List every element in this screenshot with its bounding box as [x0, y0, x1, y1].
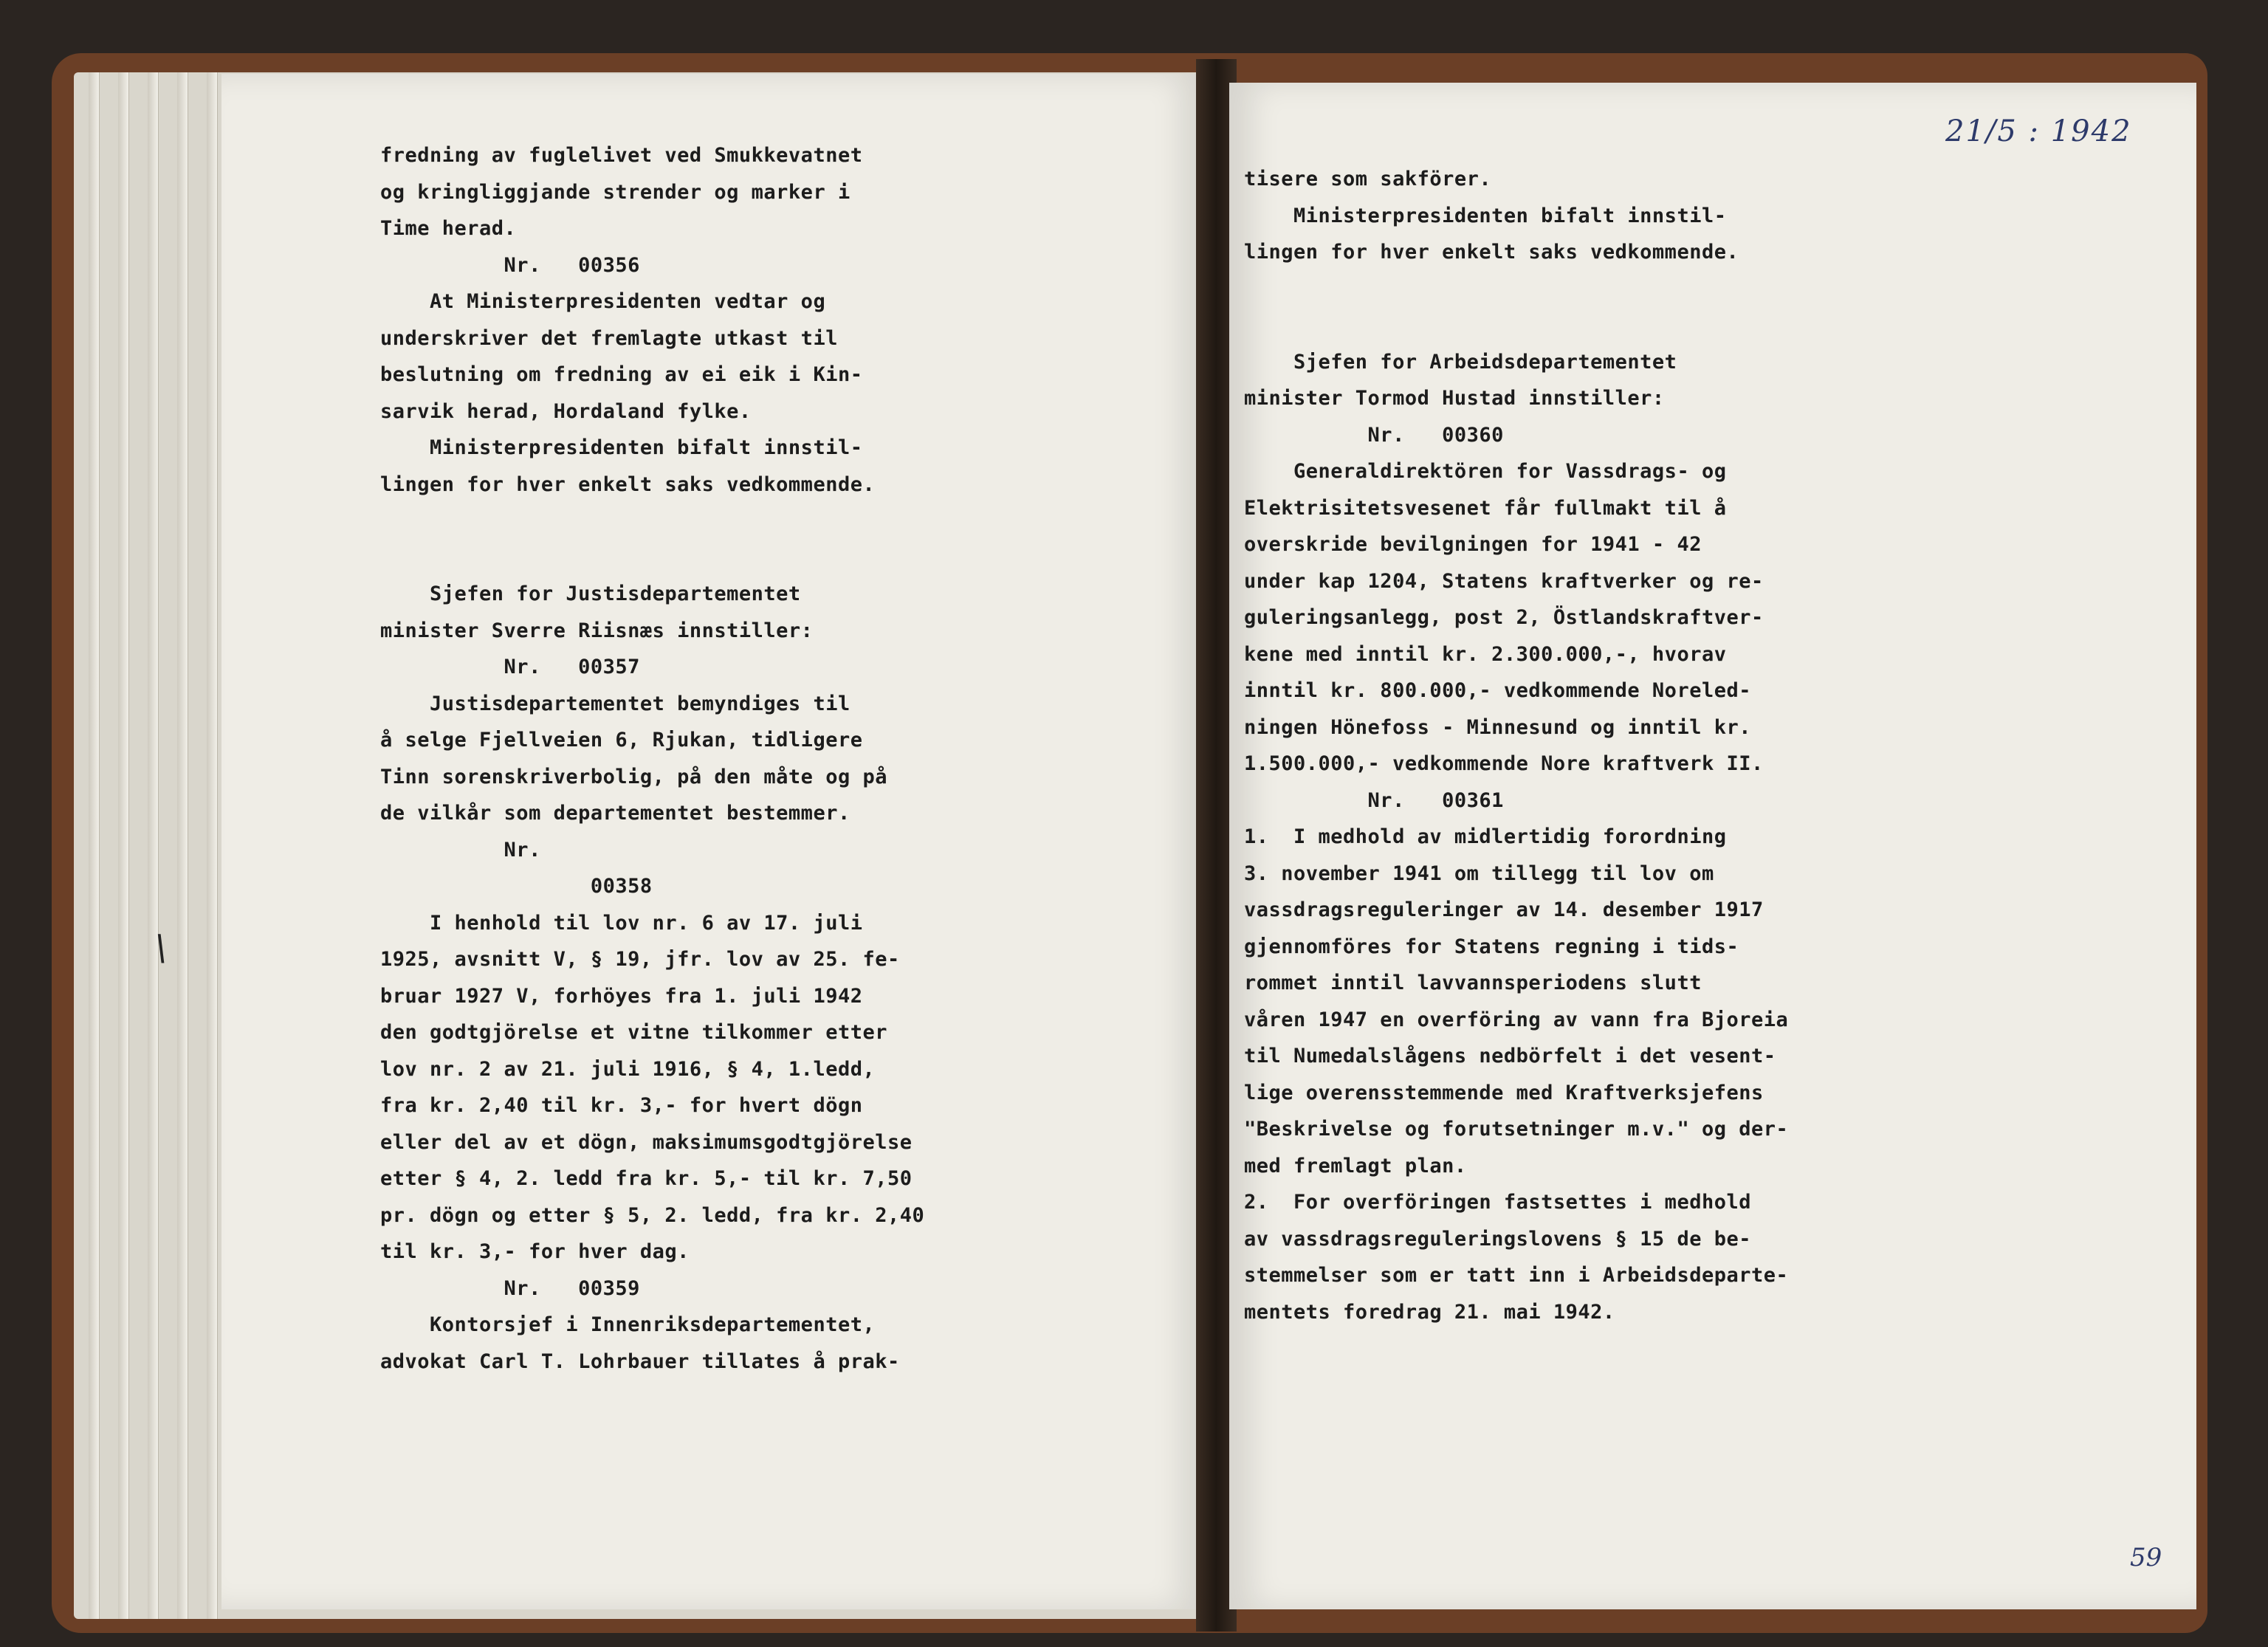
text-line: 1925, avsnitt V, § 19, jfr. lov av 25. fe- [380, 948, 900, 971]
text-line: Kontorsjef i Innenriksdepartementet, [380, 1313, 876, 1336]
text-line: Tinn sorenskriverbolig, på den måte og på [380, 765, 887, 788]
text-line [380, 540, 924, 577]
text-line: ningen Hönefoss - Minnesund og inntil kr. [1244, 715, 1751, 739]
text-line: fra kr. 2,40 til kr. 3,- for hvert dögn [380, 1094, 863, 1117]
text-line: sarvik herad, Hordaland fylke. [380, 399, 752, 423]
text-line: 2. For overföringen fastsettes i medhold [1244, 1191, 1751, 1214]
text-line: 3. november 1941 om tillegg til lov om [1244, 862, 1714, 885]
text-line: Ministerpresidenten bifalt innstil- [1244, 204, 1727, 227]
text-line: tisere som sakförer. [1244, 168, 1492, 190]
text-line: inntil kr. 800.000,- vedkommende Noreled- [1244, 679, 1751, 702]
text-line: Sjefen for Justisdepartementet [380, 582, 801, 605]
page-edge [207, 72, 218, 1619]
text-line: stemmelser som er tatt inn i Arbeidsdeparte- [1244, 1264, 1789, 1287]
text-line: lige overensstemmende med Kraftverksjefens [1244, 1081, 1764, 1104]
handwritten-page-number: 59 [2130, 1543, 2162, 1572]
text-line: 1.500.000,- vedkommende Nore kraftverk II. [1244, 752, 1764, 775]
text-line [1244, 271, 1788, 308]
text-line: bruar 1927 V, forhöyes fra 1. juli 1942 [380, 984, 863, 1008]
page-edge [89, 72, 100, 1619]
text-line: våren 1947 en overföring av vann fra Bjoreia [1244, 1008, 1789, 1031]
text-line: til Numedalslågens nedbörfelt i det vesent- [1244, 1045, 1776, 1067]
text-line: eller del av et dögn, maksimumsgodtgjörelse [380, 1130, 913, 1154]
text-line: mentets foredrag 21. mai 1942. [1244, 1300, 1615, 1324]
page-edge [177, 72, 188, 1619]
text-line: 00358 [380, 875, 653, 898]
text-line: Nr. 00359 [380, 1276, 640, 1300]
text-line: minister Tormod Hustad innstiller: [1244, 387, 1665, 410]
page-edge [148, 72, 159, 1619]
text-line: overskride bevilgningen for 1941 - 42 [1244, 533, 1702, 556]
text-line: underskriver det fremlagte utkast til [380, 326, 838, 350]
text-line: Justisdepartementet bemyndiges til [380, 692, 850, 715]
text-line: under kap 1204, Statens kraftverker og re- [1244, 569, 1764, 593]
text-line: pr. dögn og etter § 5, 2. ledd, fra kr. 2,40 [380, 1203, 925, 1227]
text-line: vassdragsreguleringer av 14. desember 1917 [1244, 898, 1764, 921]
text-line: gjennomföres for Statens regning i tids- [1244, 935, 1739, 958]
text-line: advokat Carl T. Lohrbauer tillates å prak- [380, 1349, 900, 1373]
text-line: Sjefen for Arbeidsdepartementet [1244, 350, 1677, 374]
text-line: beslutning om fredning av ei eik i Kin- [380, 363, 863, 386]
text-line: rommet inntil lavvannsperiodens slutt [1244, 972, 1702, 994]
text-line: Nr. [380, 838, 541, 862]
text-line: At Ministerpresidenten vedtar og [380, 290, 826, 313]
text-line: lingen for hver enkelt saks vedkommende. [380, 472, 876, 496]
text-line: lingen for hver enkelt saks vedkommende. [1244, 241, 1739, 264]
handwritten-date: 21/5 : 1942 [1945, 114, 2132, 148]
text-line: I henhold til lov nr. 6 av 17. juli [380, 911, 863, 935]
text-line: kene med inntil kr. 2.300.000,-, hvorav [1244, 642, 1727, 666]
text-line: Nr. 00357 [380, 656, 640, 678]
right-page-text [1244, 161, 1788, 1330]
text-line: lov nr. 2 av 21. juli 1916, § 4, 1.ledd, [380, 1057, 876, 1081]
text-line: Elektrisitetsvesenet får fullmakt til å [1244, 496, 1727, 520]
margin-mark: \ [155, 927, 168, 969]
page-edge [118, 72, 129, 1619]
text-line: Generaldirektören for Vassdrags- og [1244, 460, 1727, 483]
text-line: de vilkår som departementet bestemmer. [380, 802, 850, 825]
text-line: "Beskrivelse og forutsetninger m.v." og der- [1244, 1118, 1789, 1141]
text-line: og kringliggjande strender og marker i [380, 180, 850, 204]
text-line: etter § 4, 2. ledd fra kr. 5,- til kr. 7,50 [380, 1167, 913, 1190]
text-line [380, 503, 924, 540]
text-line: Nr. 00360 [1244, 423, 1504, 447]
text-line: Nr. 00356 [380, 253, 640, 277]
text-line: Ministerpresidenten bifalt innstil- [380, 436, 863, 459]
text-line: fredning av fuglelivet ved Smukkevatnet [380, 144, 863, 167]
text-line: med fremlagt plan. [1244, 1154, 1467, 1177]
text-line: den godtgjörelse et vitne tilkommer etter [380, 1021, 887, 1044]
text-line: guleringsanlegg, post 2, Östlandskraftver- [1244, 606, 1764, 629]
text-line [1244, 307, 1788, 344]
text-line: 1. I medhold av midlertidig forordning [1244, 825, 1727, 848]
text-line: til kr. 3,- for hver dag. [380, 1240, 690, 1263]
text-line: å selge Fjellveien 6, Rjukan, tidligere [380, 729, 863, 752]
text-line: av vassdragsreguleringslovens § 15 de be- [1244, 1227, 1751, 1251]
text-line: Time herad. [380, 217, 517, 240]
left-page-text [380, 137, 924, 1380]
text-line: Nr. 00361 [1244, 788, 1504, 812]
text-line: minister Sverre Riisnæs innstiller: [380, 619, 814, 642]
